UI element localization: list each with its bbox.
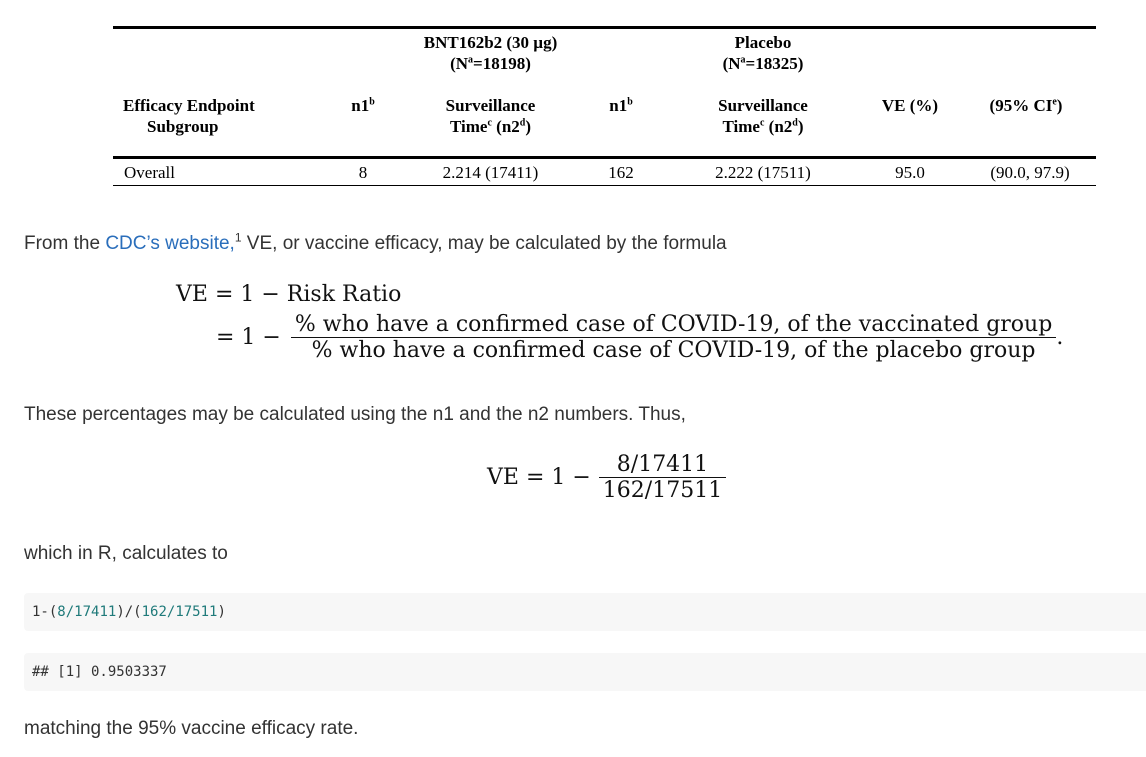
group-header-placebo: [668, 32, 858, 74]
formula-ve-line2: = 1 − % who have a confirmed case of COVID-19, of the vaccinated group % who have a confirmed case of COVID-19, of the placebo group .: [216, 312, 1064, 363]
formula-denominator: % who have a confirmed case of COVID-19, of the placebo group: [311, 338, 1036, 363]
cell-ci: (90.0, 97.9): [990, 163, 1070, 182]
formula-numerator: % who have a confirmed case of COVID-19, of the vaccinated group: [294, 312, 1053, 337]
code-block-output[interactable]: [24, 653, 1146, 691]
efficacy-table: [113, 26, 1096, 187]
col-header-endpoint: Efficacy Endpoint Subgroup: [123, 96, 255, 136]
paragraph-r-intro: which in R, calculates to: [24, 543, 228, 564]
group-header-vaccine: [383, 32, 598, 74]
formula-fraction: [599, 452, 726, 503]
formula-numerator: 8/17411: [616, 452, 709, 477]
footnote-ref[interactable]: 1: [234, 230, 242, 245]
cell-placebo-surveillance: 2.222 (17511): [715, 163, 811, 182]
cell-subgroup: Overall: [124, 163, 175, 182]
col-header-vaccine-n1: n1$^b$: [351, 96, 375, 115]
cdc-website-link[interactable]: CDC’s website,: [105, 233, 235, 254]
paragraph-formula-intro: From the CDC’s website,$^1$ VE, or vaccine efficacy, may be calculated by the formula: [24, 230, 727, 254]
paragraph-percentages: These percentages may be calculated using the n1 and the n2 numbers. Thus,: [24, 404, 686, 425]
cell-ve: 95.0: [895, 163, 925, 182]
group-name: BNT162b2 (30 µg): [423, 33, 558, 52]
group-n: $(N^a=18325)$: [722, 54, 804, 73]
formula-denominator: 162/17511: [602, 478, 723, 503]
code-output-text: ## [1] 0.9503337: [32, 664, 167, 680]
table-header-rule: [113, 156, 1096, 159]
code-block-input[interactable]: [24, 593, 1146, 631]
table-bottom-rule: [113, 185, 1096, 186]
paragraph-conclusion: matching the 95% vaccine efficacy rate.: [24, 718, 359, 739]
cell-placebo-n1: 162: [608, 163, 634, 182]
group-n: $(N^a=18198)$: [450, 54, 531, 73]
cell-vaccine-surveillance: 2.214 (17411): [442, 163, 539, 182]
group-name: Placebo: [734, 33, 792, 52]
col-header-ci: (95% CIe): [989, 96, 1063, 115]
cell-vaccine-n1: 8: [358, 163, 368, 182]
formula-fraction: [291, 312, 1056, 363]
formula-ve-line1: VE = 1 − Risk Ratio: [176, 282, 402, 307]
col-header-vaccine-surveillance: Surveillance Time$^c$ (n2$^d$): [445, 96, 536, 136]
col-header-placebo-surveillance: Surveillance Time$^c$ (n2$^d$): [718, 96, 808, 136]
col-header-ve: VE (%): [881, 96, 939, 115]
formula-ve-numeric: VE = 1 − $\frac{8/17411}{162/17511}$: [487, 452, 726, 503]
table-top-rule: [113, 26, 1096, 29]
code-text: 1-(8/17411)/(162/17511): [32, 604, 226, 620]
col-header-placebo-n1: n1$^b$: [609, 96, 633, 115]
